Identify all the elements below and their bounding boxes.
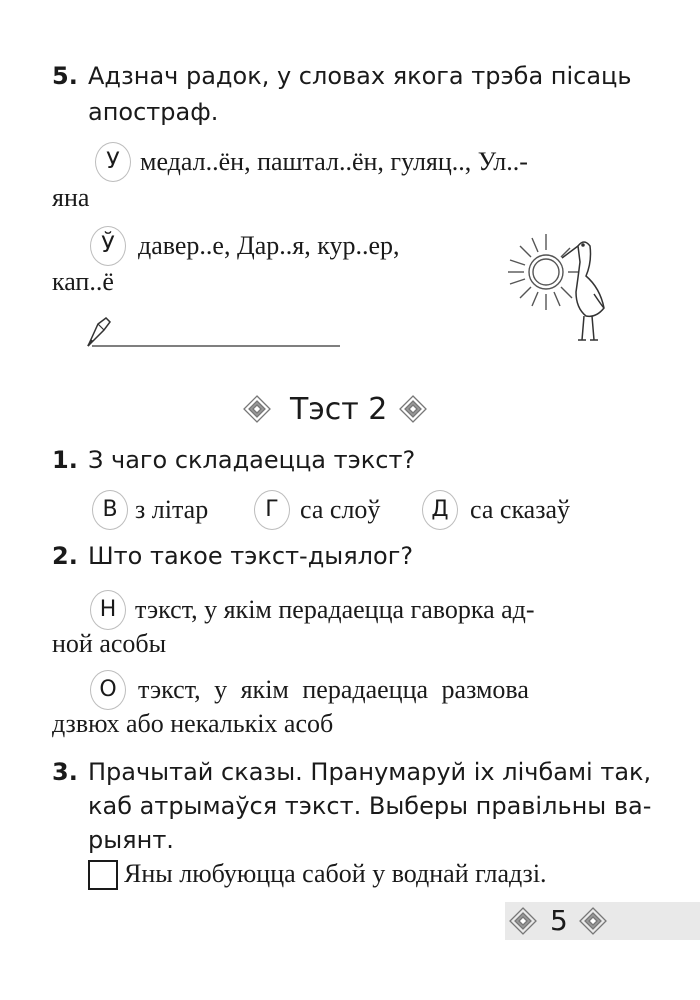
q5-number: 5. (52, 62, 78, 90)
q2-option-n-letter[interactable]: Н (90, 590, 126, 630)
q5-text-line2: апостраф. (88, 98, 219, 126)
ornament-icon (242, 394, 272, 424)
q2-option-n-line2: ной асобы (52, 629, 167, 658)
q5-text-line1: Адзнач радок, у словах якога трэба пісаць (88, 62, 632, 90)
q2-option-o-line2: дзвюх або некалькіх асоб (52, 709, 334, 738)
q2-text: Што такое тэкст-дыялог? (88, 542, 414, 570)
test-title: Тэст 2 (290, 392, 388, 427)
q1-option-d-letter[interactable]: Д (422, 490, 458, 530)
page-number: 5 (550, 904, 568, 937)
q5-option-uu-line2: кап..ё (52, 267, 114, 296)
q1-option-g-text: са слоў (300, 495, 381, 524)
q1-option-g-letter[interactable]: Г (254, 490, 290, 530)
q5-option-u-line1: медал..ён, паштал..ён, гуляц.., Ул..- (140, 147, 528, 176)
ornament-icon (398, 394, 428, 424)
q5-option-u-line2: яна (52, 183, 90, 212)
q3-number: 3. (52, 758, 78, 786)
sentence-checkbox[interactable] (88, 860, 118, 890)
q1-option-v-text: з літар (135, 495, 209, 524)
q2-option-o-line1: тэкст, у якім перадаецца размова (138, 675, 529, 704)
q5-option-u-letter[interactable]: У (95, 142, 131, 182)
q5-option-uu-line1: давер..е, Дар..я, кур..ер, (138, 231, 400, 260)
q5-option-uu-letter[interactable]: Ў (90, 226, 126, 266)
stork-and-sun-illustration (500, 232, 620, 344)
q3-text-line1: Прачытай сказы. Пранумаруй іх лічбамі так, (88, 758, 652, 786)
q2-option-o-letter[interactable]: О (90, 670, 126, 710)
q3-text-line3: рыянт. (88, 826, 174, 854)
pen-icon (84, 310, 344, 354)
q3-text-line2: каб атрымаўся тэкст. Выберы правільны ва- (88, 792, 652, 820)
ornament-icon (508, 906, 538, 936)
q1-text: З чаго складаецца тэкст? (88, 446, 416, 474)
q3-sentence: Яны любуюцца сабой у воднай гладзі. (124, 859, 547, 888)
ornament-icon (578, 906, 608, 936)
q1-option-v-letter[interactable]: В (92, 490, 128, 530)
q2-option-n-line1: тэкст, у якім перадаецца гаворка ад- (135, 595, 535, 624)
q1-number: 1. (52, 446, 78, 474)
q2-number: 2. (52, 542, 78, 570)
q1-option-d-text: са сказаў (470, 495, 571, 524)
